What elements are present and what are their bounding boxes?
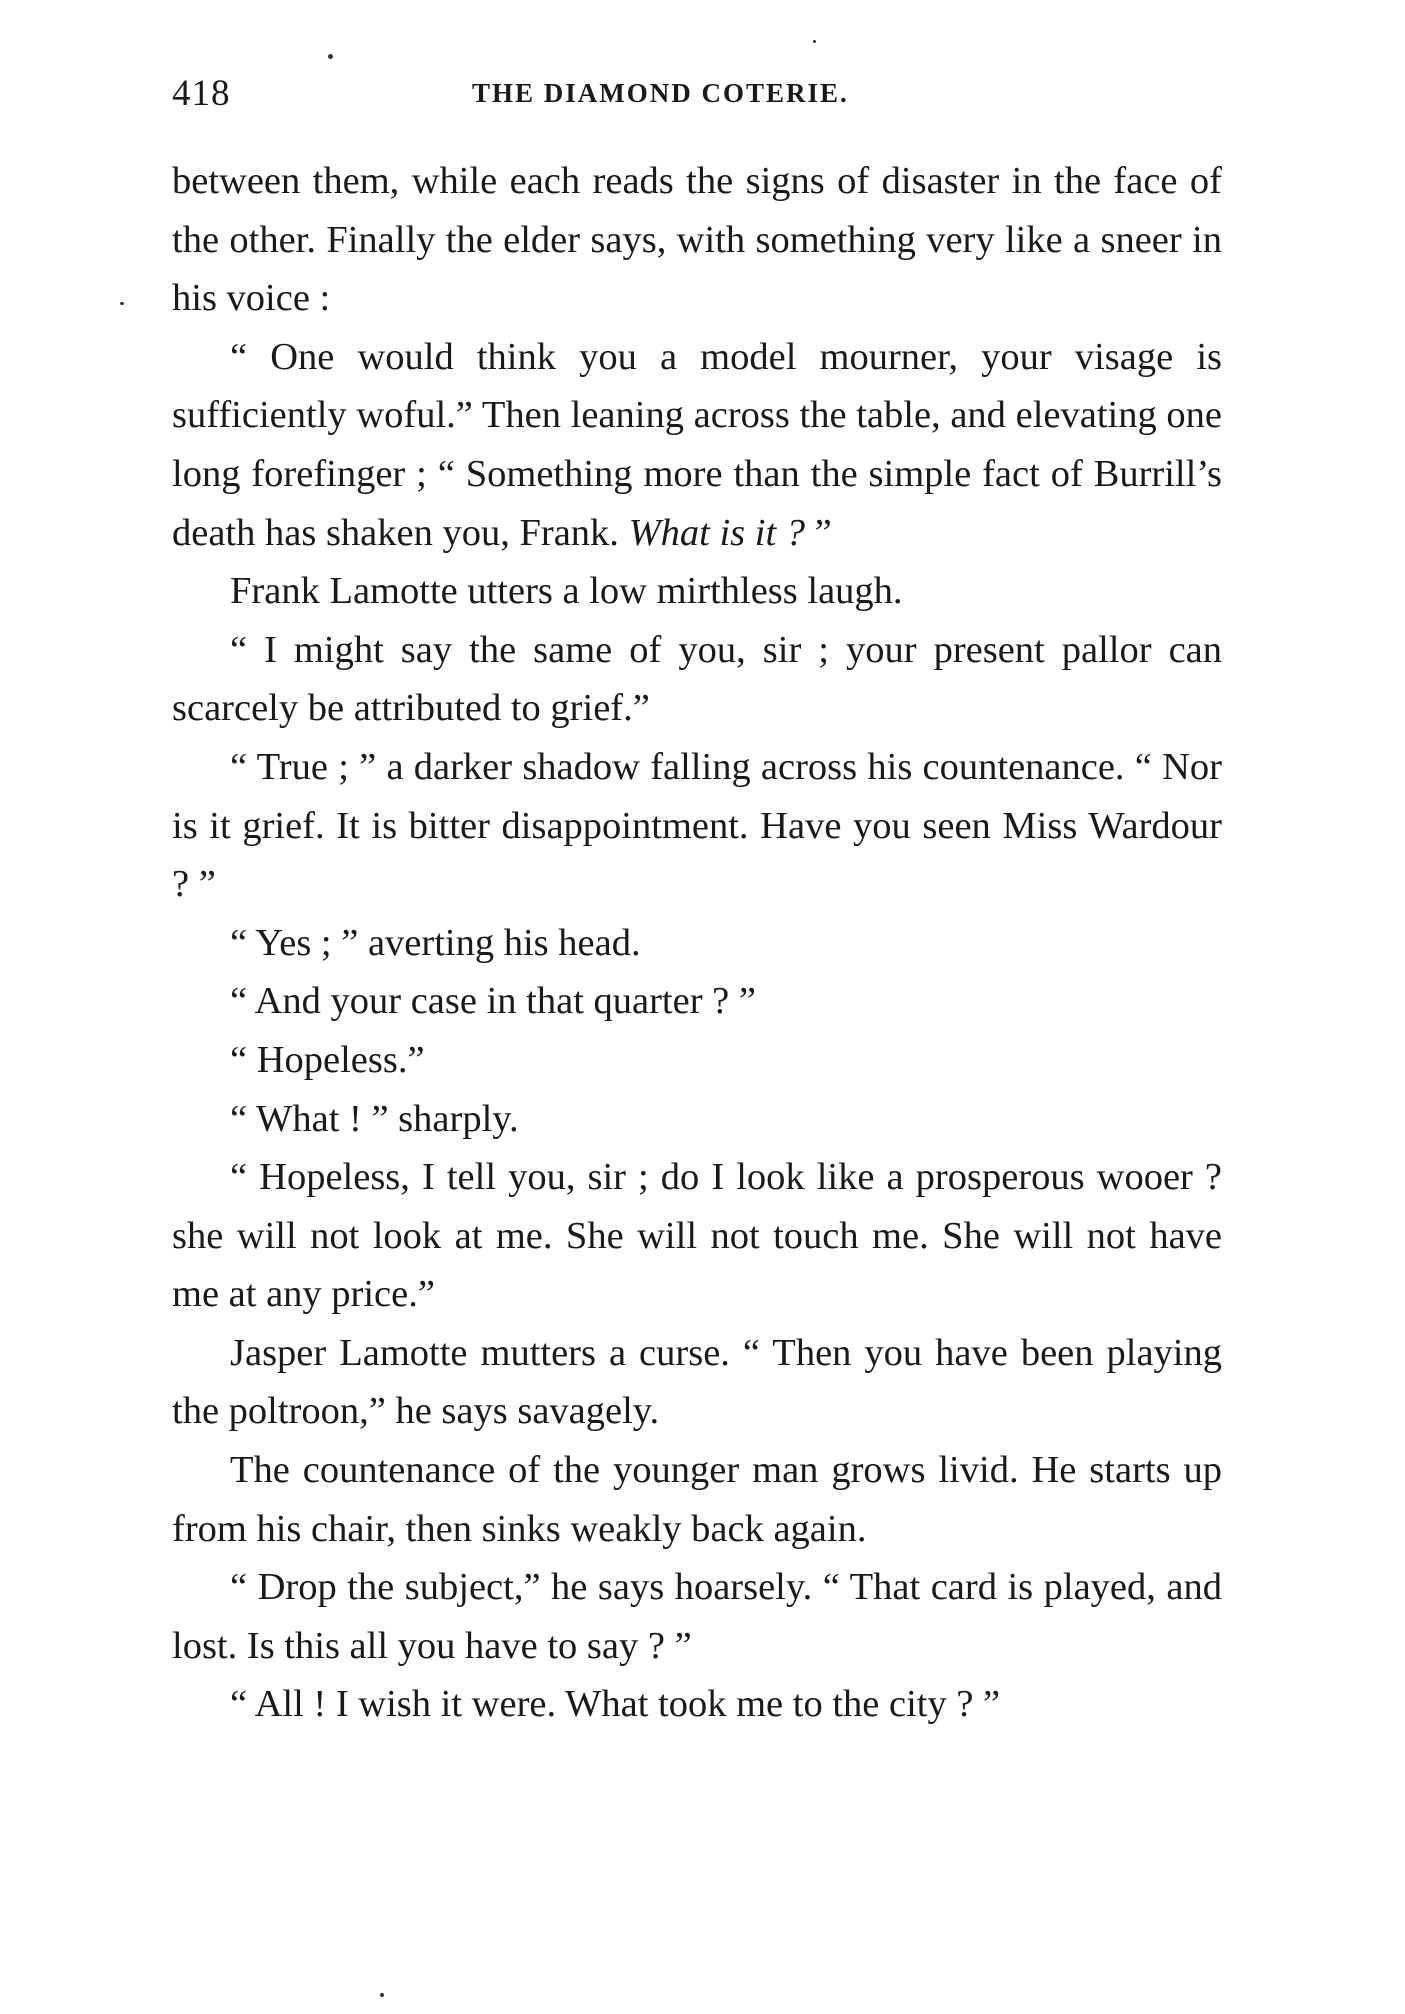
paragraph: The countenance of the younger man grows livid. He starts up from his chair, then sinks weakly back again. bbox=[172, 1449, 1222, 1550]
paragraph: “ Yes ; ” averting his head. bbox=[230, 921, 641, 964]
paragraph: “ I might say the same of you, sir ; your present pallor can scarcely be attributed to grief.” bbox=[172, 628, 1222, 730]
paragraph: “ All ! I wish it were. What took me to the city ? ” bbox=[230, 1683, 1001, 1726]
page-number: 418 bbox=[172, 73, 231, 114]
paragraph-text: ” bbox=[805, 511, 832, 554]
paragraph bbox=[172, 328, 1222, 562]
paragraph-text: “ One would think you a model mourner, your visage is sufficiently woful.” Then leaning across the table, and elevating one long forefinger ; “ Something more than the simple fact of Burrill’s death has shaken you, Frank. bbox=[172, 335, 1222, 554]
scan-speck bbox=[813, 40, 816, 43]
page-body bbox=[172, 152, 1222, 1734]
paragraph: “ True ; ” a darker shadow falling across his countenance. “ Nor is it grief. It is bitter disappointment. Have you seen Miss Wardour ? ” bbox=[172, 745, 1222, 906]
page-header bbox=[172, 72, 1222, 122]
paragraph: “ And your case in that quarter ? ” bbox=[230, 980, 756, 1023]
scan-speck bbox=[380, 1993, 384, 1997]
scan-speck bbox=[328, 54, 333, 59]
paragraph: “ Drop the subject,” he says hoarsely. “ That card is played, and lost. Is this all you have to say ? ” bbox=[172, 1566, 1222, 1667]
paragraph: “ Hopeless.” bbox=[230, 1038, 425, 1081]
paragraph: “ Hopeless, I tell you, sir ; do I look like a prosperous wooer ? she will not look at me. She will not touch me. She will not have me at any price.” bbox=[172, 1156, 1222, 1316]
paragraph-continuation: between them, while each reads the signs of disaster in the face of the other. Finally the elder says, with something very like a sneer in his voice : bbox=[172, 160, 1222, 320]
paragraph: Frank Lamotte utters a low mirthless laugh. bbox=[230, 570, 903, 613]
running-title: THE DIAMOND COTERIE. bbox=[472, 78, 849, 108]
paragraph: “ What ! ” sharply. bbox=[230, 1097, 519, 1140]
italic-phrase: What is it ? bbox=[628, 511, 806, 554]
paragraph: Jasper Lamotte mutters a curse. “ Then you have been playing the poltroon,” he says savagely. bbox=[172, 1331, 1222, 1433]
scan-speck bbox=[120, 302, 124, 305]
